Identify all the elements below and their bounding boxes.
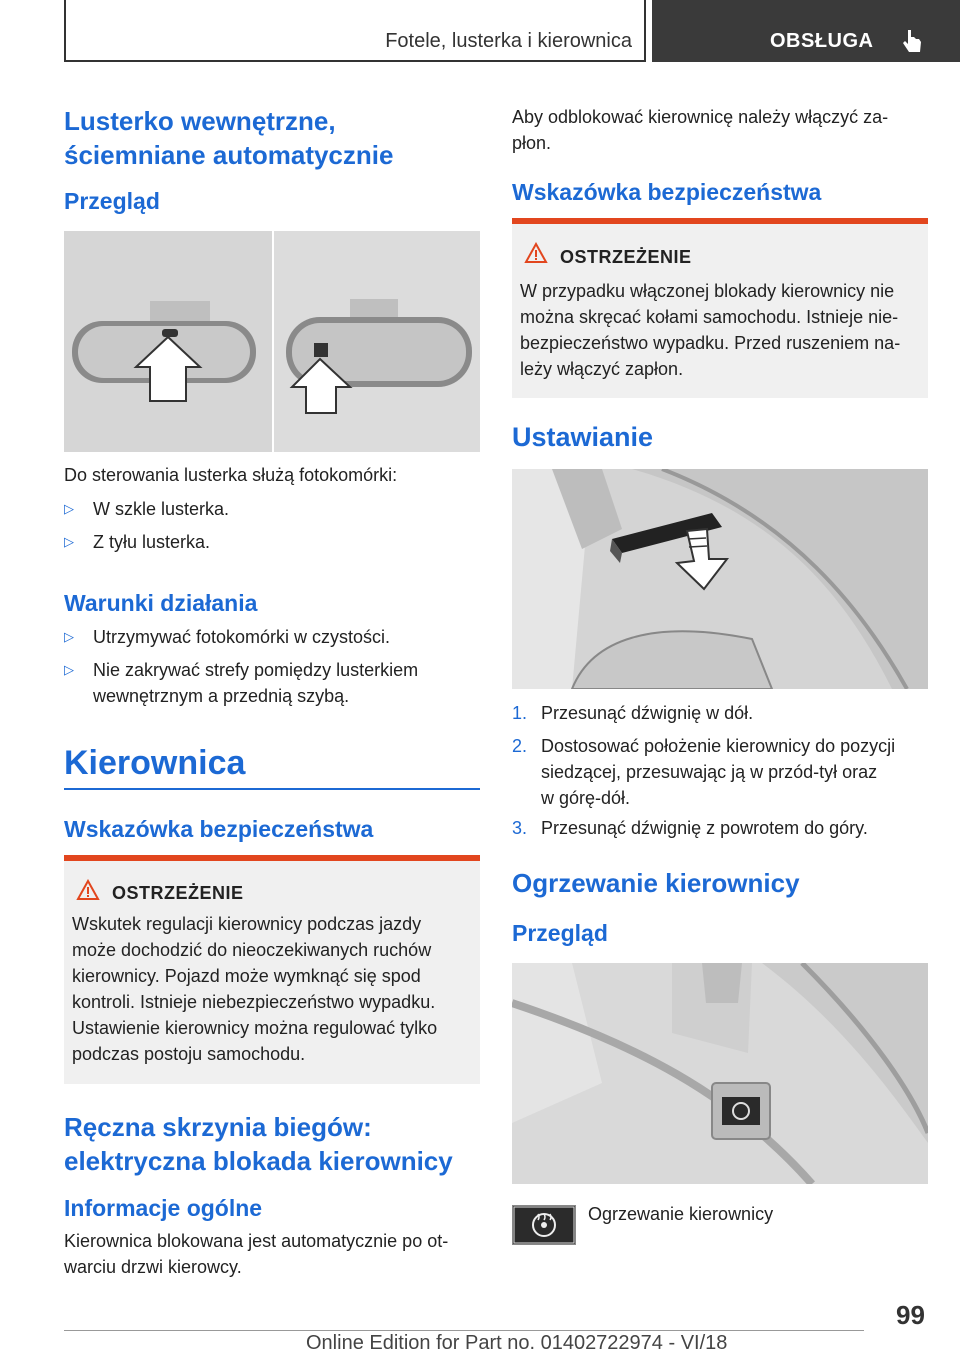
warning-line: może dochodzić do nieoczekiwanych ruchów xyxy=(72,940,432,960)
heated-steering-wheel-icon xyxy=(513,1206,575,1244)
step-number: 1. xyxy=(512,703,528,723)
steering-lock-heading xyxy=(64,1110,453,1178)
general-info-text xyxy=(64,1228,448,1280)
warning-line: podczas postoju samochodu. xyxy=(72,1044,306,1064)
warning-line: kierownicy. Pojazd może wymknąć się spod xyxy=(72,966,421,986)
photocell-item-text: Z tyłu lusterka. xyxy=(93,532,211,552)
heating-label: Ogrzewanie kierownicy xyxy=(588,1204,774,1224)
warning-bar xyxy=(512,218,928,224)
mirror-overview-heading: Przegląd xyxy=(64,188,160,214)
steering-heading: Kierownica xyxy=(64,744,246,782)
warning-line: można skręcać kołami samochodu. Istnieje nie- xyxy=(520,307,899,327)
warning-triangle-icon xyxy=(76,879,100,901)
heating-heading: Ogrzewanie kierownicy xyxy=(512,868,800,898)
header-chapter-title: OBSŁUGA xyxy=(770,30,874,52)
step-line: siedzącej, przesuwając ją w przód-tył oraz xyxy=(541,762,878,782)
mirror-title-text: Lusterko wewnętrzne, ściemniane automatycznie xyxy=(64,106,394,170)
step-3 xyxy=(512,815,527,841)
warning-triangle-icon xyxy=(524,242,548,264)
warning-line: Wskutek regulacji kierownicy podczas jazdy xyxy=(72,914,422,934)
header-section-tab xyxy=(64,0,646,62)
heating-illustration xyxy=(512,963,928,1184)
warning-text xyxy=(520,278,900,382)
condition-item-text: Nie zakrywać strefy pomiędzy lusterkiem xyxy=(93,660,419,680)
footer-rule xyxy=(64,1330,864,1331)
warning-bar xyxy=(64,855,480,861)
step-2-text xyxy=(541,733,895,811)
heating-illustration-drawing xyxy=(512,963,928,1184)
adjust-heading: Ustawianie xyxy=(512,422,654,452)
general-info-line: Kierownica blokowana jest automatycznie po ot- xyxy=(64,1231,449,1251)
warning-line: leży włączyć zapłon. xyxy=(520,359,684,379)
photocell-item-text: W szkle lusterka. xyxy=(93,499,230,519)
warning-line: bezpieczeństwo wypadku. Przed ruszeniem na- xyxy=(520,333,901,353)
step-2 xyxy=(512,733,527,759)
pointing-hand-icon xyxy=(898,28,926,56)
step-line: w górę-dół. xyxy=(541,788,631,808)
unlock-text xyxy=(512,104,888,156)
step-1-text: Przesunąć dźwignię w dół. xyxy=(541,703,754,723)
lock-warning-box xyxy=(512,218,928,398)
unlock-line: Aby odblokować kierownicę należy włączyć za- xyxy=(512,107,889,127)
steering-lock-heading-line: Ręczna skrzynia biegów: xyxy=(64,1112,372,1142)
heating-overview-heading: Przegląd xyxy=(512,920,608,946)
general-info-heading: Informacje ogólne xyxy=(64,1195,263,1221)
adjust-lever-drawing xyxy=(512,469,928,689)
step-number: 2. xyxy=(512,736,528,756)
unlock-line: płon. xyxy=(512,133,552,153)
steering-safety-heading: Wskazówka bezpieczeństwa xyxy=(64,816,374,842)
condition-item-text: Utrzymywać fotokomórki w czystości. xyxy=(93,627,391,647)
step-line: Dostosować położenie kierownicy do pozycji xyxy=(541,736,896,756)
warning-line: W przypadku włączonej blokady kierownicy nie xyxy=(520,281,895,301)
mirror-illustration xyxy=(64,231,480,452)
heated-steering-wheel-button-icon xyxy=(512,1205,576,1245)
steering-warning-box xyxy=(64,855,480,1084)
bullet-triangle-icon: ▷ xyxy=(64,629,74,644)
general-info-line: warciu drzwi kierowcy. xyxy=(64,1257,242,1277)
header-chapter-tab xyxy=(652,0,960,62)
warning-title: OSTRZEŻENIE xyxy=(112,883,244,903)
adjust-lever-illustration xyxy=(512,469,928,689)
conditions-heading: Warunki działania xyxy=(64,590,258,616)
mirror-illustration-drawing xyxy=(64,231,480,452)
footer-edition: Online Edition for Part no. 01402722974 - VI/18 xyxy=(306,1332,728,1354)
steering-lock-heading-line: elektryczna blokada kierownicy xyxy=(64,1146,453,1176)
step-3-text: Przesunąć dźwignię z powrotem do góry. xyxy=(541,818,868,838)
step-1 xyxy=(512,700,527,726)
warning-line: kontroli. Istnieje niebezpieczeństwo wypadku. xyxy=(72,992,436,1012)
condition-item-2-continued: wewnętrznym a przednią szybą. xyxy=(93,686,350,706)
warning-line: Ustawienie kierownicy można regulować tylko xyxy=(72,1018,438,1038)
bullet-triangle-icon: ▷ xyxy=(64,662,74,677)
warning-title: OSTRZEŻENIE xyxy=(560,247,692,267)
bullet-triangle-icon: ▷ xyxy=(64,501,74,516)
header-section-title: Fotele, lusterka i kierownica xyxy=(385,30,632,52)
mirror-section-title xyxy=(64,104,424,172)
bullet-triangle-icon: ▷ xyxy=(64,534,74,549)
page-number: 99 xyxy=(896,1300,925,1330)
step-number: 3. xyxy=(512,818,528,838)
steering-heading-rule xyxy=(64,788,480,790)
warning-text xyxy=(72,911,437,1067)
photocell-intro: Do sterowania lusterka służą fotokomórki: xyxy=(64,465,398,485)
lock-safety-heading: Wskazówka bezpieczeństwa xyxy=(512,179,822,205)
